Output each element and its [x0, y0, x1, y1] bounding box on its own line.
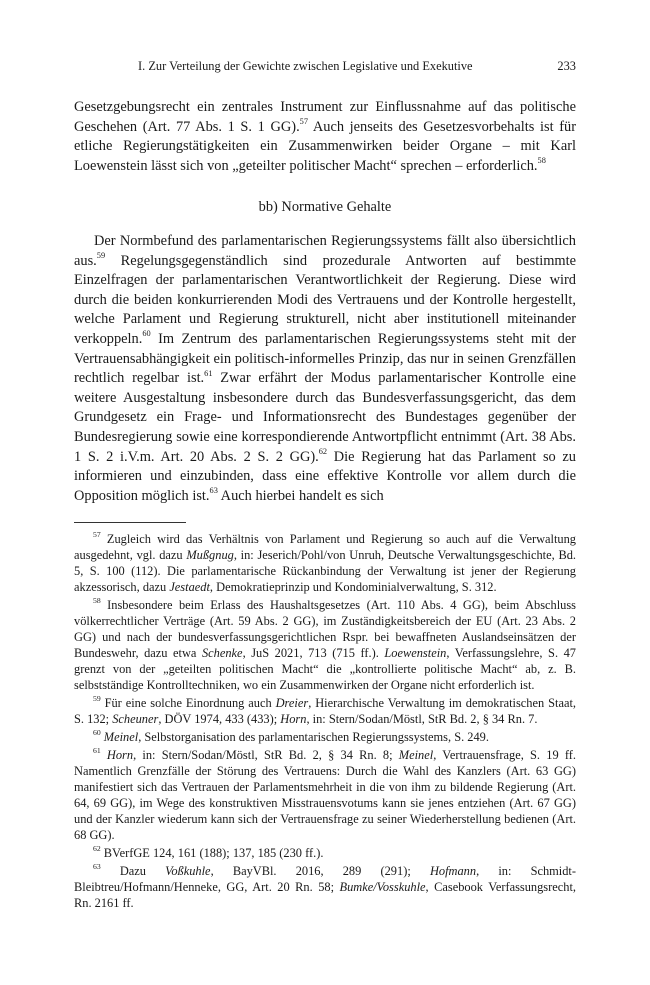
author-name: Scheuner: [112, 712, 159, 727]
footnote-ref-57[interactable]: 57: [299, 116, 309, 126]
footnote-60: [74, 729, 576, 745]
footnote-text: Für eine solche Einordnung auch: [100, 696, 276, 711]
footnote-text: , DÖV 1974, 433 (433);: [158, 712, 281, 727]
sentence-4: Zwar erfährt der Modus parlamentarischer Kontrolle eine weitere Ausgestaltung insbesondere durch das Bundesverfassungsgericht, das dem Grundgesetz ein Frage- und Informationsrecht des Bundestages gegenüber der Bundesregierung sowie eine korrespondierende Antwortpflicht entnimmt (Art. 38 Abs. 1 S. 2 i.V.m. Art. 20 Abs. 2 S. 2 GG).: [74, 370, 576, 465]
footnote-text: , in: Stern/Sodan/Möstl, StR Bd. 2, § 34 Rn. 7.: [306, 712, 538, 727]
footnote-ref-61[interactable]: 61: [204, 368, 213, 378]
footnote-divider: [74, 522, 186, 523]
footnote-text: , Verfassungslehre, S. 47 grenzt von der „geteilten politischen Macht“ die „kontrollierte politische Macht“ ab, z. B. selbstständige Kontrolltechniken, wo ein Zusammenwirken der Organe nicht erforderlich ist.: [74, 646, 576, 693]
footnote-text: , in: Stern/Sodan/Möstl, StR Bd. 2, § 34 Rn. 8;: [133, 748, 399, 763]
footnotes: [74, 531, 576, 911]
footnote-text: Insbesondere beim Erlass des Haushaltsgesetzes (Art. 110 Abs. 4 GG), beim Abschluss völkerrechtlicher Verträge (Art. 59 Abs. 2 GG), im Zuständigkeitsbereich der EU (Art. 23 Abs. 2 GG) und nach der bundesverfassungsgerichtlichen Rspr. bei bewaffneten Auslandseinsätzen der Bundeswehr, dazu etwa: [74, 598, 576, 661]
footnote-ref-59[interactable]: 59: [96, 250, 106, 260]
author-name: Horn: [280, 712, 307, 727]
footnote-61: [74, 747, 576, 843]
footnote-text: , BayVBl. 2016, 289 (291);: [210, 864, 430, 879]
footnote-number: 63: [93, 862, 101, 872]
footnote-text: BVerfGE 124, 161 (188); 137, 185 (230 ff.).: [100, 846, 324, 861]
footnote-ref-58[interactable]: 58: [537, 156, 546, 166]
author-name: Voßkuhle: [165, 864, 211, 879]
footnote-63: [74, 863, 576, 911]
footnote-58: [74, 597, 576, 693]
author-name: Meinel: [103, 730, 139, 745]
running-title: I. Zur Verteilung der Gewichte zwischen Legislative und Exekutive: [138, 59, 473, 73]
author-name: Bumke/Vosskuhle: [339, 880, 426, 895]
footnote-text: , Vertrauensfrage, S. 19 ff. Namentlich Grenzfälle der Störung des Vertrauens: Durch die Wahl des Kanzlers (Art. 63 GG) manifestiert sich das Vertrauen der Parlamentsmehrheit in die von ihm zu bildende Regierung (Art. 64, 69 GG), im Wege des konstruktiven Misstrauensvotums kann sie jenes entziehen (Art. 67 GG) und der Kanzler wiederum kann sich der Vertrauensfrage zu seiner Wiederherstellung bedienen (Art. 68 GG).: [74, 748, 576, 843]
footnote-text: Dazu: [100, 864, 166, 879]
author-name: Hofmann: [429, 864, 477, 879]
footnote-59: [74, 695, 576, 727]
footnote-text: Zugleich wird das Verhältnis von Parlament und Regierung so auch auf die Verwaltung ausgedehnt, vgl. dazu: [74, 532, 576, 563]
author-name: Loewenstein: [384, 646, 447, 661]
footnote-text: , JuS 2021, 713 (715 ff.).: [242, 646, 385, 661]
intro-text: Gesetzgebungsrecht ein zentrales Instrument zur Einflussnahme auf das politische Geschehen (Art. 77 Abs. 1 S. 1 GG).: [74, 99, 576, 135]
body-text: [74, 98, 576, 506]
footnote-number: 62: [93, 844, 101, 854]
author-name: Dreier: [275, 696, 309, 711]
footnote-number: 58: [93, 596, 101, 606]
footnote-62: [74, 845, 576, 861]
section-heading: bb) Normative Gehalte: [258, 199, 392, 216]
author-name: Mußgnug: [186, 548, 234, 563]
running-header: [74, 58, 576, 74]
footnote-text: , in: Jeserich/Pohl/von Unruh, Deutsche Verwaltungsgeschichte, Bd. 5, S. 100 (112). Die parlamentarische Rückanbindung der Verwaltung ist jener der Regierung akzessorisch, dazu: [74, 548, 577, 595]
footnote-number: 57: [93, 530, 101, 540]
sentence-3: Im Zentrum des parlamentarischen Regierungssystems steht mit der Vertrauensabhängigkeit ein politisch-informelles Prinzip, das nur in seinen Grenzfällen rechtlich regelbar ist.: [74, 330, 576, 387]
footnote-ref-62[interactable]: 62: [318, 446, 328, 456]
footnote-text: , Casebook Verfassungsrecht, Rn. 2161 ff.: [74, 880, 576, 911]
author-name: Meinel: [398, 748, 434, 763]
footnote-text: , Selbstorganisation des parlamentarischen Regierungssystems, S. 249.: [138, 730, 489, 745]
footnote-57: [74, 531, 576, 595]
intro-text-2: Auch jenseits des Gesetzesvorbehalts ist für etliche Regierungstätigkeiten ein Zusammenwirken beider Organe – mit Karl Loewenstein lässt sich von „geteilter politischer Macht“ sprechen – erforderlich.: [74, 118, 576, 174]
main-paragraph: [74, 232, 576, 506]
sentence-6: Auch hierbei handelt es sich: [217, 487, 384, 504]
footnote-text: , Demokratieprinzip und Kondominialverwaltung, S. 312.: [209, 580, 497, 595]
sentence-2: Regelungsgegenständlich sind prozedurale Antworten auf bestimmte Einzelfragen der parlamentarischen Verantwortlichkeit der Regierung. Diese wird durch die beiden konkurrierenden Modi des Vertrauens und der Kontrolle hergestellt, welche Parlament und Regierung strukturell, nicht aber institutionell miteinander verkoppeln.: [74, 252, 576, 347]
author-name: Schenke: [201, 646, 243, 661]
page-number: 233: [557, 59, 576, 73]
footnote-number: 59: [93, 694, 101, 704]
footnote-ref-63[interactable]: 63: [209, 486, 218, 496]
intro-paragraph: [74, 98, 576, 176]
author-name: Jestaedt: [169, 580, 210, 595]
sentence-5: Die Regierung hat das Parlament so zu informieren und einzubinden, dass eine effektive Kontrolle vor allem durch die Opposition möglich ist.: [74, 448, 576, 504]
footnote-number: 61: [93, 746, 101, 756]
footnote-text: , in: Schmidt-Bleibtreu/Hofmann/Henneke, GG, Art. 20 Rn. 58;: [74, 864, 576, 895]
footnote-ref-60[interactable]: 60: [142, 329, 151, 339]
book-page: [74, 58, 576, 913]
footnote-number: 60: [93, 728, 101, 738]
footnote-text: , Hierarchische Verwaltung im demokratischen Staat, S. 132;: [74, 696, 576, 727]
author-name: Horn: [106, 748, 134, 763]
sentence-1: Der Normbefund des parlamentarischen Regierungssystems fällt also übersichtlich aus.: [74, 232, 576, 269]
